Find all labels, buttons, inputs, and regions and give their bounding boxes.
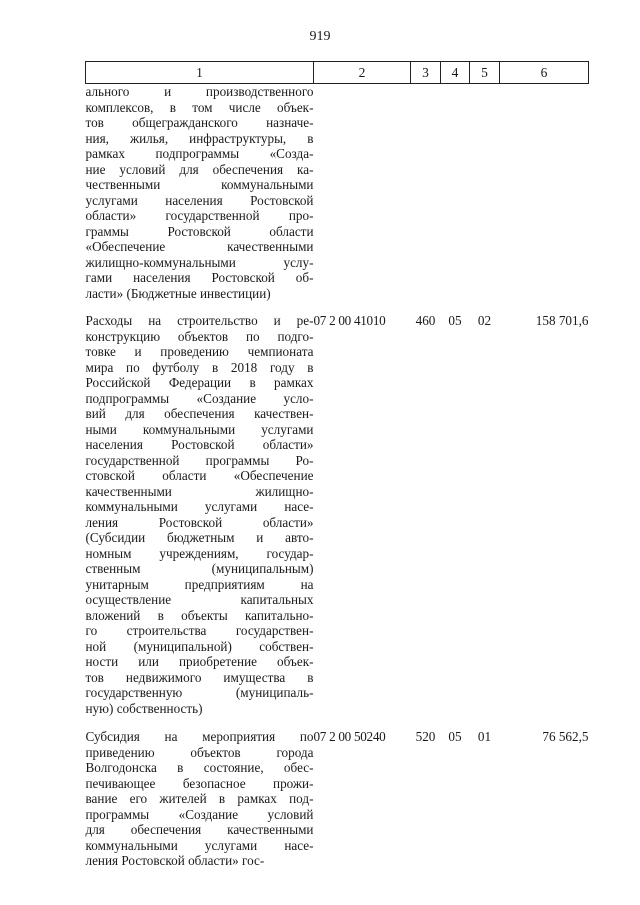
row-col3: 460 bbox=[415, 313, 436, 328]
description-line: вий для обеспечения качествен- bbox=[85, 406, 314, 421]
description-line: области» государственной про- bbox=[85, 208, 314, 223]
row-col5: 02 bbox=[477, 313, 492, 328]
row-col4 bbox=[441, 84, 470, 310]
description-line: Волгодонска в состояние, обес- bbox=[85, 760, 314, 775]
description-line: чественными коммунальными bbox=[85, 177, 314, 192]
description-line: тов недвижимого имущества в bbox=[85, 669, 314, 685]
description-line: программы «Создание условий bbox=[85, 806, 314, 822]
description-line: конструкцию объектов по подго- bbox=[85, 328, 314, 344]
description-line: для обеспечения качественными bbox=[85, 822, 314, 837]
description-line: го строительства государствен- bbox=[85, 623, 314, 638]
budget-table bbox=[85, 61, 589, 869]
description-line: «Обеспечение качественными bbox=[85, 239, 314, 254]
row-col5 bbox=[470, 84, 500, 310]
description-line: государственной программы Ро- bbox=[85, 452, 314, 468]
row-col4: 05 bbox=[448, 313, 462, 328]
table-row bbox=[86, 309, 589, 725]
description-line: населения Ростовской области» bbox=[85, 437, 314, 452]
row-code: 07 2 00 41010 bbox=[313, 313, 386, 328]
description-line: ления Ростовской области» bbox=[85, 514, 314, 530]
description-line: мира по футболу в 2018 году в bbox=[85, 359, 314, 375]
description-line: ной (муниципальной) собствен- bbox=[85, 638, 314, 654]
row-code: 07 2 00 50240 bbox=[313, 729, 386, 744]
row-col4: 05 bbox=[448, 729, 462, 744]
column-header-4: 4 bbox=[441, 62, 470, 84]
page-number: 919 bbox=[309, 29, 331, 44]
description-line: стовской области «Обеспечение bbox=[85, 468, 314, 483]
description-line: рамках подпрограммы «Созда- bbox=[85, 146, 314, 161]
row-col3 bbox=[411, 84, 441, 310]
description-line: качественными жилищно- bbox=[85, 483, 314, 499]
row-col3: 520 bbox=[415, 729, 436, 744]
description-line: осуществление капитальных bbox=[85, 592, 314, 607]
column-header-2: 2 bbox=[314, 62, 411, 84]
description-line: комплексов, в том числе объек- bbox=[85, 99, 314, 115]
row-amount: 158 701,6 bbox=[535, 313, 589, 328]
description-line: государственную (муниципаль- bbox=[85, 685, 314, 700]
table-row bbox=[86, 725, 589, 869]
description-line: ального и производственного bbox=[85, 84, 314, 99]
description-line: Расходы на строительство и ре- bbox=[85, 313, 314, 328]
description-line: (Субсидии бюджетным и авто- bbox=[85, 530, 314, 545]
description-line: печивающее безопасное прожи- bbox=[85, 775, 314, 791]
row-description bbox=[86, 84, 314, 310]
table-header-row bbox=[86, 62, 589, 84]
column-header-1: 1 bbox=[86, 62, 314, 84]
description-line: вание его жителей в рамках под- bbox=[85, 791, 314, 806]
column-header-6: 6 bbox=[500, 62, 589, 84]
description-line: товке и проведению чемпионата bbox=[85, 344, 314, 359]
description-line: Российской Федерации в рамках bbox=[85, 375, 314, 390]
description-line: вложений в объекты капитально- bbox=[85, 607, 314, 623]
description-line: ления Ростовской области» гос- bbox=[85, 853, 265, 868]
description-line: приведению объектов города bbox=[85, 744, 314, 760]
description-line: граммы Ростовской области bbox=[85, 223, 314, 239]
description-line: коммунальными услугами насе- bbox=[85, 837, 314, 853]
description-line: гами населения Ростовской об- bbox=[85, 270, 314, 285]
description-line: ния, жилья, инфраструктуры, в bbox=[85, 130, 314, 146]
description-line: ную) собственность) bbox=[85, 700, 203, 716]
column-header-5: 5 bbox=[470, 62, 500, 84]
row-description bbox=[86, 725, 314, 869]
description-line: подпрограммы «Создание усло- bbox=[85, 390, 314, 406]
description-line: тов общегражданского назначе- bbox=[85, 115, 314, 130]
row-code bbox=[314, 84, 411, 310]
description-line: ние условий для обеспечения ка- bbox=[85, 161, 314, 177]
table-row bbox=[86, 84, 589, 310]
description-line: ласти» (Бюджетные инвестиции) bbox=[85, 285, 271, 301]
description-line: ными коммунальными услугами bbox=[85, 421, 314, 437]
description-line: номным учреждениям, государ- bbox=[85, 545, 314, 561]
description-line: жилищно-коммунальными услу- bbox=[85, 254, 314, 270]
description-line: ственным (муниципальным) bbox=[85, 561, 314, 576]
row-amount: 76 562,5 bbox=[542, 729, 589, 744]
description-line: услугами населения Ростовской bbox=[85, 192, 314, 208]
row-amount bbox=[500, 84, 589, 310]
description-line: унитарным предприятиям на bbox=[85, 576, 314, 592]
row-description bbox=[86, 309, 314, 725]
column-header-3: 3 bbox=[411, 62, 441, 84]
row-col5: 01 bbox=[477, 729, 492, 744]
description-line: ности или приобретение объек- bbox=[85, 654, 314, 669]
description-line: Субсидия на мероприятия по bbox=[85, 729, 314, 744]
description-line: коммунальными услугами насе- bbox=[85, 499, 314, 514]
